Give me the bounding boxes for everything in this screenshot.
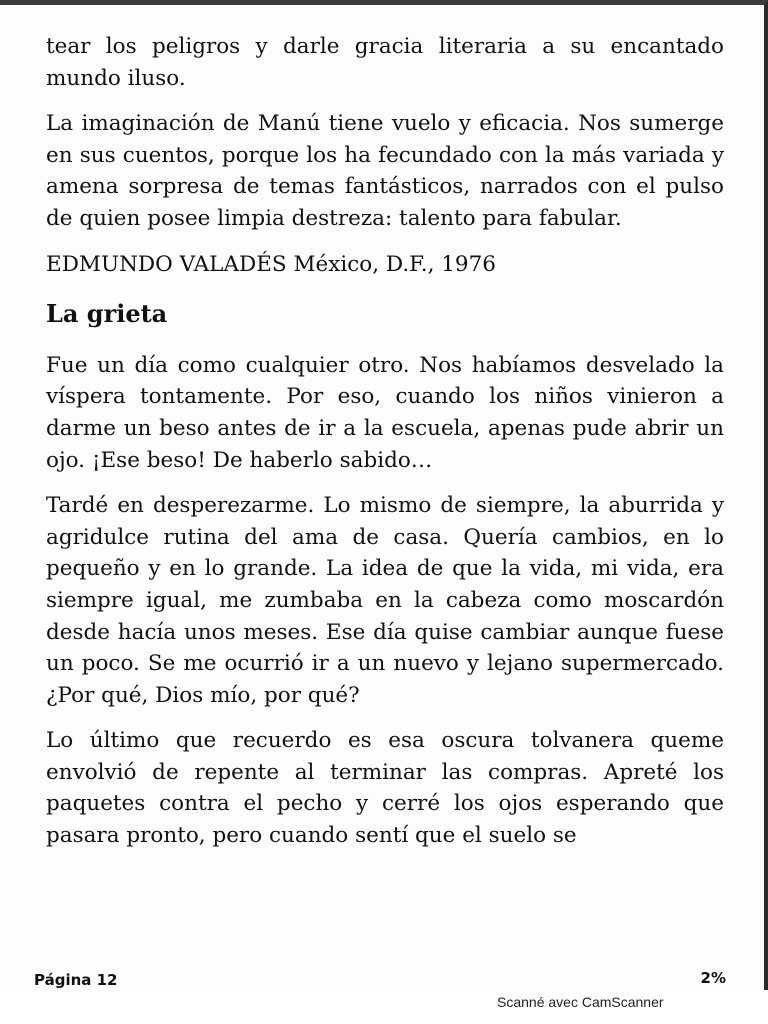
footer-mark: 2% [700, 969, 726, 987]
story-title: La grieta [46, 299, 168, 329]
story-paragraph-1: Fue un día como cualquier otro. Nos habíamos desvelado la víspera tontamente. Por eso, cuando los niños vinieron a darme un beso antes de ir a la escuela, apenas pude abrir un ojo. ¡Ese beso! De haberlo sabido… [46, 352, 724, 473]
intro-paragraph-2: La imaginación de Manú tiene vuelo y eficacia. Nos sumerge en sus cuentos, porque los ha fecundado con la más variada y amena sorpresa de temas fantásticos, narrados con el pulso de quien posee limpia destreza: talento para fabular. [46, 111, 724, 231]
camscanner-watermark: Scanné avec CamScanner [497, 994, 664, 1010]
page-body [46, 31, 724, 852]
intro-paragraph-1: tear los peligros y darle gracia literaria a su encantado mundo iluso. [46, 34, 724, 91]
story-paragraph-3: Lo último que recuerdo es esa oscura tolvanera queme envolvió de repente al terminar las compras. Apreté los paquetes contra el pecho y cerré los ojos esperando que pasara pronto, pero cuando sentí que el suelo se [46, 728, 724, 849]
page-number: Página 12 [34, 971, 118, 989]
story-paragraph-2: Tardé en desperezarme. Lo mismo de siempre, la aburrida y agridulce rutina del ama de casa. Quería cambios, en lo pequeño y en lo grande. La idea de que la vida, mi vida, era siempre igual, me zumbaba en la cabeza como moscardón desde hacía unos meses. Ese día quise cambiar aunque fuese un poco. Se me ocurrió ir a un nuevo y lejano supermercado. ¿Por qué, Dios mío, por qué? [46, 493, 724, 708]
author-signature: EDMUNDO VALADÉS México, D.F., 1976 [46, 251, 496, 277]
